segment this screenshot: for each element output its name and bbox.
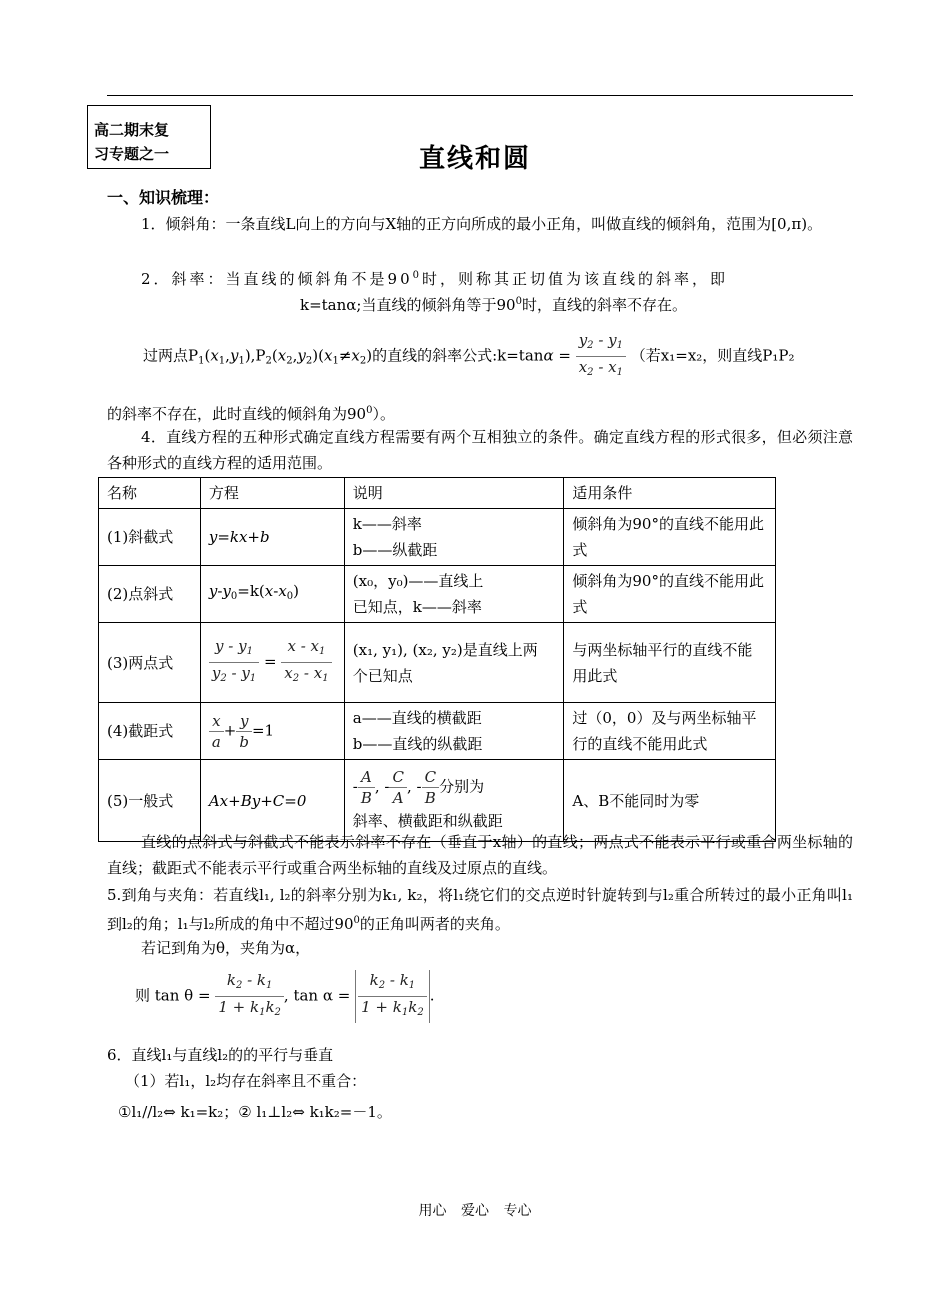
abs-value-bars bbox=[355, 970, 430, 1023]
row-name: (2)点斜式 bbox=[99, 566, 201, 623]
note-line2: 个已知点 bbox=[352, 666, 413, 685]
note-line2: b——纵截距 bbox=[352, 541, 438, 559]
para-undefined-slope bbox=[107, 398, 853, 427]
section-heading: 一、知识梳理： bbox=[107, 188, 220, 207]
two-point-frac-left: $\frac{y - y_1}{y_2 - y_1}$ bbox=[209, 636, 259, 689]
tan-theta-frac: $\frac{k_2 - k_1}{1 + k_1k_2}$ bbox=[215, 970, 284, 1023]
note-line1: 分别为 bbox=[439, 777, 485, 796]
formula-period: . bbox=[429, 986, 435, 1005]
general-fracs: - $\frac{A}{B}$ , - $\frac{C}{A}$ , - $\frac{C}{B}$ 分别为 bbox=[352, 768, 485, 807]
row-note bbox=[344, 509, 564, 566]
table-row bbox=[99, 566, 776, 623]
para-inclination bbox=[107, 211, 853, 237]
intercept-frac-y: $\frac{y}{b}$ bbox=[236, 711, 252, 752]
range-interval: [0,π) bbox=[771, 215, 808, 233]
angles-text-end: 的正角叫两者的夹角。 bbox=[359, 915, 510, 933]
row-condition: A、B不能同时为零 bbox=[564, 760, 776, 842]
table-row bbox=[99, 509, 776, 566]
table-row bbox=[99, 703, 776, 760]
note-line1: (x₀，y₀)——直线上 bbox=[352, 572, 484, 590]
para-slope-line1 bbox=[107, 263, 853, 292]
top-rule bbox=[107, 95, 853, 96]
degree-sup4: 0 bbox=[353, 915, 360, 926]
page-title: 直线和圆 bbox=[418, 144, 531, 174]
angles-text: 5.到角与夹角：若直线l₁, l₂的斜率分别为k₁, k₂，将l₁绕它们的交点逆时针旋转到与l₂重合所转过的最小正角叫l₁到l₂的角；l₁与l₂所成的角中不超过90 bbox=[107, 886, 853, 933]
note-line2: b——直线的纵截距 bbox=[352, 735, 483, 753]
slope-intercept-eq: y=kx+b bbox=[208, 528, 270, 546]
slope-text-b: 时，则称其正切值为该直线的斜率，即 bbox=[422, 270, 729, 288]
line-equation-forms-table bbox=[98, 477, 776, 842]
para-parallel-perp-heading: 6．直线l₁与直线l₂的的平行与垂直 bbox=[107, 1046, 334, 1064]
row-name: (3)两点式 bbox=[99, 623, 201, 703]
note-line1: a——直线的横截距 bbox=[352, 709, 482, 727]
table-header-row bbox=[99, 478, 776, 509]
two-point-frac-right: $\frac{x - x_1}{x_2 - x_1}$ bbox=[281, 636, 331, 689]
tan-theta-label: 则 tan θ = bbox=[135, 986, 211, 1005]
table-row bbox=[99, 623, 776, 703]
para-angles bbox=[107, 882, 853, 937]
para-limitations: 直线的点斜式与斜截式不能表示斜率不存在（垂直于x轴）的直线；两点式不能表示平行或重合两坐标轴的直线；截距式不能表示平行或重合两坐标轴的直线及过原点的直线。 bbox=[107, 833, 853, 877]
para-angle-formula bbox=[135, 970, 835, 1023]
note-line1: (x₁, y₁), (x₂, y₂)是直线上两 bbox=[352, 640, 538, 659]
degree-sup2: 0 bbox=[515, 296, 522, 307]
tag-line1: 高二期末复 bbox=[94, 121, 170, 139]
page-footer: 用心 爱心 专心 bbox=[418, 1203, 532, 1219]
frac-a-b: $\frac{A}{B}$ bbox=[358, 767, 375, 808]
table-header: 名称 bbox=[99, 478, 201, 509]
tan-alpha-label: , tan α = bbox=[283, 986, 351, 1005]
row-name: (4)截距式 bbox=[99, 703, 201, 760]
intercept-frac-x: $\frac{x}{a}$ bbox=[209, 711, 224, 752]
slope-text-d: 时，直线的斜率不存在。 bbox=[521, 296, 687, 314]
row-name: (1)斜截式 bbox=[99, 509, 201, 566]
tan-alpha-frac: $\frac{k_2 - k_1}{1 + k_1k_2}$ bbox=[358, 970, 427, 1023]
para-both-slopes: （1）若l₁，l₂均存在斜率且不重合： bbox=[125, 1072, 367, 1090]
frac-c-b: $\frac{C}{B}$ bbox=[422, 767, 439, 808]
table-header: 适用条件 bbox=[564, 478, 776, 509]
para-inclination-text: 1．倾斜角：一条直线L向上的方向与X轴的正方向所成的最小正角，叫做直线的倾斜角，范围为 bbox=[141, 215, 772, 233]
row-note bbox=[344, 566, 564, 623]
slope-text-a: 2．斜率：当直线的倾斜角不是90 bbox=[141, 270, 413, 288]
row-condition: 倾斜角为90°的直线不能用此式 bbox=[564, 509, 776, 566]
para-slope-line2 bbox=[300, 289, 860, 318]
row-note bbox=[344, 703, 564, 760]
intercept-eq-rhs: =1 bbox=[251, 721, 275, 739]
para-five-forms: 4．直线方程的五种形式确定直线方程需要有两个互相独立的条件。确定直线方程的形式很多，但必须注意各种形式的直线方程的适用范围。 bbox=[107, 428, 853, 472]
two-point-pre: 过两点P bbox=[143, 346, 199, 365]
note-line2: 已知点，k——斜率 bbox=[352, 598, 482, 616]
para-angle-notation: 若记到角为θ，夹角为α， bbox=[141, 939, 311, 957]
undefined-slope-text: 的斜率不存在，此时直线的倾斜角为90 bbox=[107, 405, 367, 423]
row-equation: $y-y_0=k(x-x_0)$ bbox=[200, 566, 344, 623]
frac-c-a: $\frac{C}{A}$ bbox=[389, 767, 406, 808]
row-condition: 过（0，0）及与两坐标轴平行的直线不能用此式 bbox=[564, 703, 776, 760]
slope-fraction: $\frac{y_2 - y_1}{x_2 - x_1}$ bbox=[576, 330, 626, 383]
undefined-slope-end: ）。 bbox=[372, 405, 395, 423]
general-eq: Ax+By+C=0 bbox=[208, 791, 307, 810]
row-equation: $\frac{x}{a}$ + $\frac{y}{b}$ =1 bbox=[200, 703, 344, 760]
degree-sup: 0 bbox=[412, 270, 423, 281]
row-name: (5)一般式 bbox=[99, 760, 201, 842]
para-conditions: ①l₁//l₂⇔ k₁=k₂；② l₁⊥l₂⇔ k₁k₂=－1。 bbox=[118, 1103, 392, 1121]
two-point-formula-text: 的直线的斜率公式:k=tan bbox=[372, 346, 544, 365]
degree-sup3: 0 bbox=[366, 405, 373, 416]
row-note bbox=[344, 623, 564, 703]
table-header: 方程 bbox=[200, 478, 344, 509]
row-condition: 与两坐标轴平行的直线不能用此式 bbox=[564, 623, 776, 703]
two-point-after: （若x₁=x₂，则直线P₁P₂ bbox=[630, 346, 795, 365]
row-condition: 倾斜角为90°的直线不能用此式 bbox=[564, 566, 776, 623]
tag-line2: 习专题之一 bbox=[94, 145, 170, 163]
period: 。 bbox=[807, 215, 823, 233]
note-line1: k——斜率 bbox=[352, 515, 422, 533]
note-line2: 斜率、横截距和纵截距 bbox=[352, 812, 503, 830]
row-equation bbox=[200, 509, 344, 566]
para-two-point-slope: 过两点$P_1(x_1,y_1),P_2(x_2,y_2)(x_1\ne x_2)$的直线的斜率公式:k=tanα = $\frac{y_2 - y_1}{x_2 - x_1}$ （若x₁=x₂，则直线P₁P₂ bbox=[143, 330, 863, 383]
table-header: 说明 bbox=[344, 478, 564, 509]
row-equation: $\frac{y - y_1}{y_2 - y_1}$ = $\frac{x - x_1}{x_2 - x_1}$ bbox=[200, 623, 344, 703]
slope-text-c: k=tanα;当直线的倾斜角等于90 bbox=[300, 296, 516, 314]
